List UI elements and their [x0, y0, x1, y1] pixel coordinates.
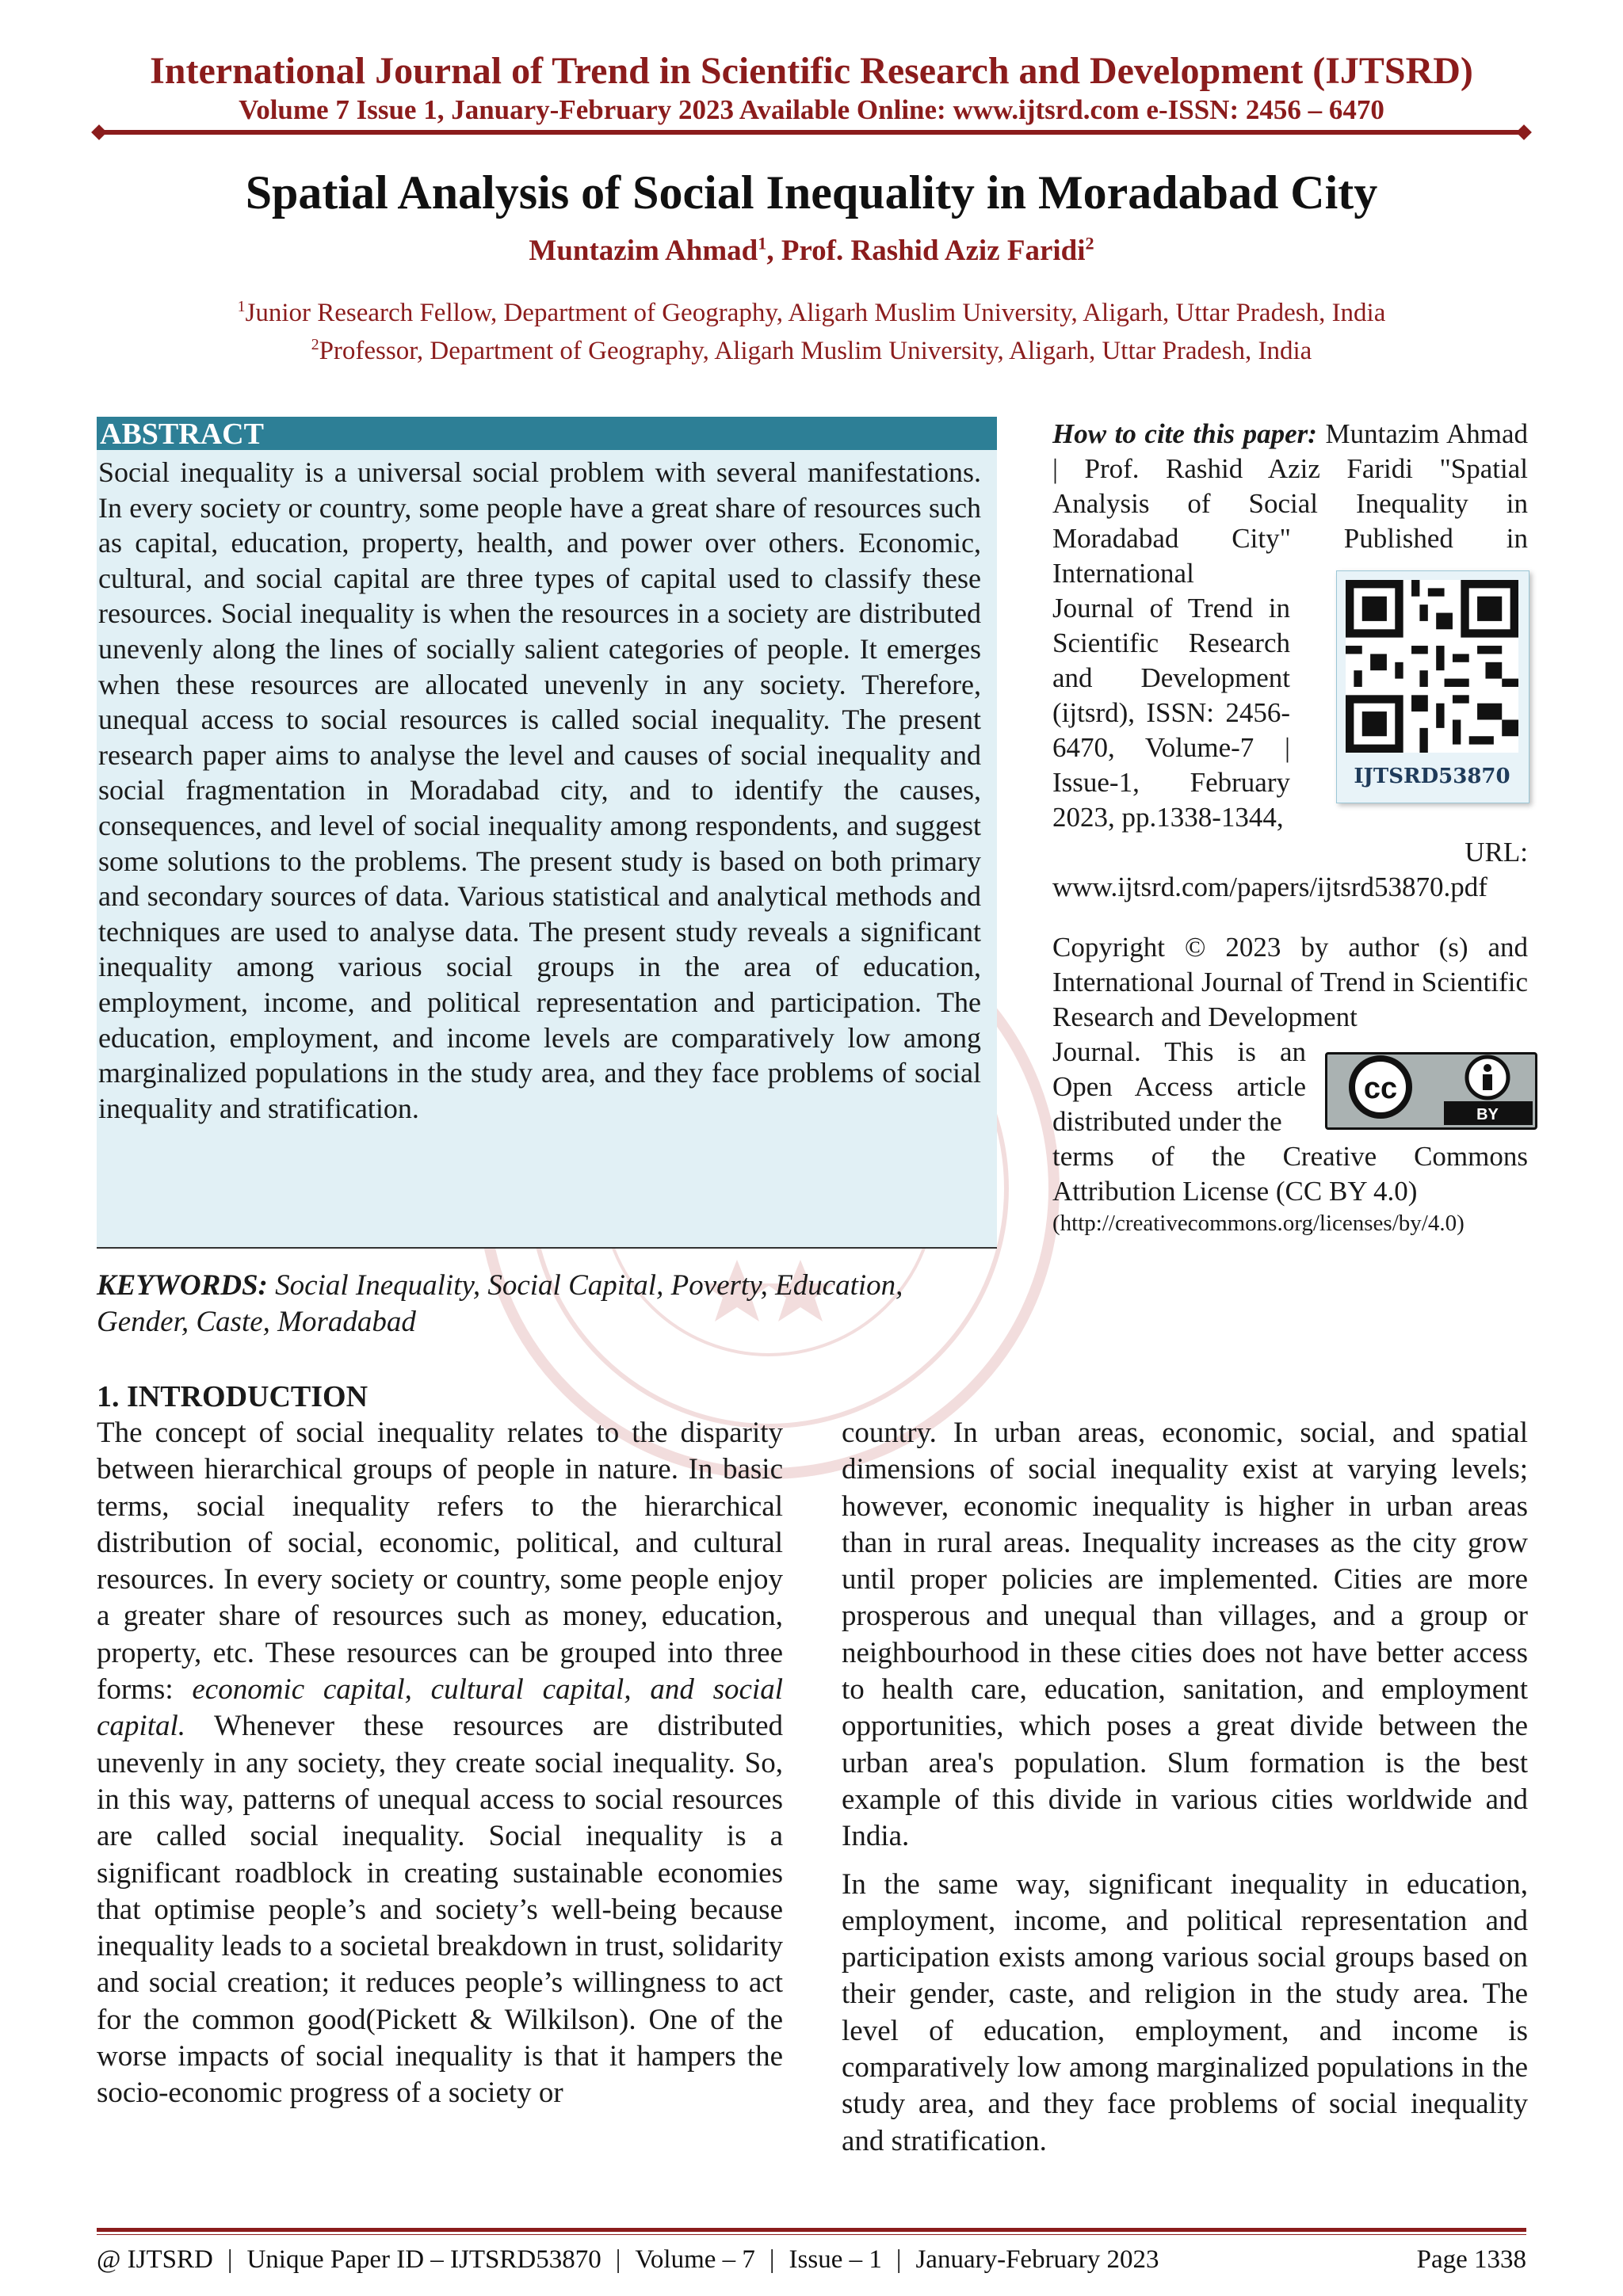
abstract-heading: ABSTRACT	[100, 418, 264, 451]
footer-paper-id: Unique Paper ID – IJTSRD53870	[246, 2245, 601, 2274]
header-rule	[97, 130, 1526, 135]
abstract-header	[97, 417, 997, 450]
intro-p1-part-b: Whenever these resources are distributed unevenly in any society, they create social inequality. So, in this way, patterns of unequal access to social resources are called social inequality. Social inequality is a significant roadblock in creating sustainable economies that optimise people’s and society’s well-being because inequality leads to a societal breakdown in trust, solidarity and social creation; it reduces people’s willingness to act for the common good(Pickett & Wilkilson). One of the worse impacts of social inequality is that it hampers the socio-economic progress of a society or	[97, 1710, 783, 2110]
author-separator: ,	[766, 235, 781, 267]
intro-p1-italic: economic capital, cultural capital, and social capital.	[97, 1673, 783, 1743]
author-2: Prof. Rashid Aziz Faridi	[781, 235, 1086, 267]
citation-label: How to cite this paper:	[1052, 418, 1317, 449]
affiliation-2-sup: 2	[311, 336, 319, 353]
keywords-label: KEYWORDS:	[97, 1269, 268, 1302]
intro-left-column	[97, 1415, 783, 2123]
footer-rule-thin	[97, 2234, 1526, 2235]
abstract-bottom-rule	[97, 1247, 997, 1249]
footer-journal: @ IJTSRD	[97, 2245, 213, 2274]
copyright-text-1: Copyright © 2023 by author (s) and International Journal of Trend in Scientific Research and Development	[1052, 932, 1528, 1032]
citation-url-line	[1052, 835, 1528, 870]
footer-separator: |	[615, 2245, 621, 2274]
affiliation-2-text: Professor, Department of Geography, Aligarh Muslim University, Aligarh, Uttar Pradesh, India	[319, 337, 1312, 365]
intro-right-column	[842, 1415, 1528, 2171]
footer-issue: Issue – 1	[789, 2245, 882, 2274]
footer-rule	[97, 2228, 1526, 2232]
author-line	[0, 233, 1623, 269]
license-link[interactable]: (http://creativecommons.org/licenses/by/4.0)	[1052, 1211, 1465, 1236]
affiliation-1-text: Junior Research Fellow, Department of Geography, Aligarh Muslim University, Aligarh, Uttar Pradesh, India	[245, 299, 1386, 327]
footer-separator: |	[896, 2245, 902, 2274]
journal-name: International Journal of Trend in Scientific Research and Development (IJTSRD)	[150, 50, 1473, 92]
author-1-sup: 1	[758, 233, 767, 254]
footer-separator: |	[769, 2245, 775, 2274]
footer-date: January-February 2023	[915, 2245, 1159, 2274]
author-2-sup: 2	[1085, 233, 1094, 254]
affiliation-1	[0, 295, 1623, 331]
intro-paragraph-2: country. In urban areas, economic, social, and spatial dimensions of social inequality exist at varying levels; however, economic inequality is higher in urban areas than in rural areas. Inequality increases as the city grow until proper policies are implemented. Cities are more prosperous and unequal than villages, and a group or neighbourhood in these cities does not have better access to health care, education, sanitation, and employment opportunities, which poses a great divide between the urban area's population. Slum formation is the best example of this divide in various cities worldwide and India.	[842, 1417, 1528, 1853]
section-heading-introduction: 1. INTRODUCTION	[97, 1380, 369, 1413]
footer-page-number: Page 1338	[1416, 2245, 1526, 2274]
qr-code-id: IJTSRD53870	[1354, 765, 1510, 788]
copyright-text-3: terms of the Creative Commons Attribution License (CC BY 4.0)	[1052, 1141, 1528, 1207]
header-rule-left-diamond	[91, 124, 107, 140]
author-1: Muntazim Ahmad	[529, 235, 758, 267]
intro-paragraph-3: In the same way, significant inequality in education, employment, income, and political representation and participation exists among various social groups based on their gender, caste, and religion in the study area. The level of education, employment, and income is comparatively low among marginalized populations in the study area, and they face problems of social inequality and stratification.	[842, 1867, 1528, 2157]
paper-title: Spatial Analysis of Social Inequality in Moradabad City	[245, 166, 1378, 219]
citation-url-label: URL:	[1465, 837, 1528, 868]
intro-paragraph-1	[97, 1415, 783, 2112]
issue-line: Volume 7 Issue 1, January-February 2023 Available Online: www.ijtsrd.com e-ISSN: 2456 – 6470	[239, 94, 1384, 125]
citation-text-1: Muntazim Ahmad | Prof. Rashid Aziz Faridi "Spatial Analysis of Social Inequality in Moradabad City" Published in International	[1052, 418, 1528, 589]
page-footer	[97, 2242, 1526, 2277]
intro-p1-part-a: The concept of social inequality relates to the disparity between hierarchical groups of people in nature. In basic terms, social inequality refers to the hierarchical distribution of social, economic, political, and cultural resources. In every society or country, some people enjoy a greater share of resources such as money, education, property, etc. These resources can be grouped into three forms:	[97, 1417, 783, 1707]
abstract-text: Social inequality is a universal social problem with several manifestations. In every society or country, some people have a great share of resources such as capital, education, property, health, and power over others. Economic, cultural, and social capital are three types of capital used to classify these resources. Social inequality is when the resources in a society are distributed unevenly along the lines of socially salient categories of people. It emerges when these resources are allocated unevenly in any society. Therefore, unequal access to social resources is called social inequality. The present research paper aims to analyse the level and causes of social inequality and social fragmentation in Moradabad city, and to identify the causes, consequences, and level of social inequality among respondents, and suggest some solutions to the problems. The present study is based on both primary and secondary sources of data. Various statistical and analytical methods and techniques are used to analyse data. The present study reveals a significant inequality among various social groups in the area of education, employment, income, and political representation and participation. The education, employment, and income levels are comparatively low among marginalized populations in the study area, and they face problems of social inequality and stratification.	[98, 456, 981, 1124]
footer-volume: Volume – 7	[635, 2245, 755, 2274]
qr-code-icon	[1346, 580, 1518, 753]
citation-url[interactable]: www.ijtsrd.com/papers/ijtsrd53870.pdf	[1052, 871, 1487, 902]
cc-by-license-icon	[1325, 1052, 1537, 1130]
citation-block	[1052, 417, 1528, 591]
copyright-text-2: Journal. This is an Open Access article distributed under the	[1052, 1036, 1306, 1137]
affiliation-2	[0, 333, 1623, 369]
citation-continued: Journal of Trend in Scientific Research and Development (ijtsrd), ISSN: 2456-6470, Volume-7 | Issue-1, February 2023, pp.1338-1344,	[1052, 593, 1290, 833]
footer-separator: |	[227, 2245, 233, 2274]
header-rule-right-diamond	[1516, 124, 1532, 140]
by-badge-text: BY	[1476, 1106, 1499, 1123]
affiliation-1-sup: 1	[237, 298, 246, 315]
keywords	[97, 1268, 997, 1341]
keywords-text: Social Inequality, Social Capital, Poverty, Education, Gender, Caste, Moradabad	[97, 1269, 903, 1338]
cc-badge-text: cc	[1363, 1072, 1398, 1105]
